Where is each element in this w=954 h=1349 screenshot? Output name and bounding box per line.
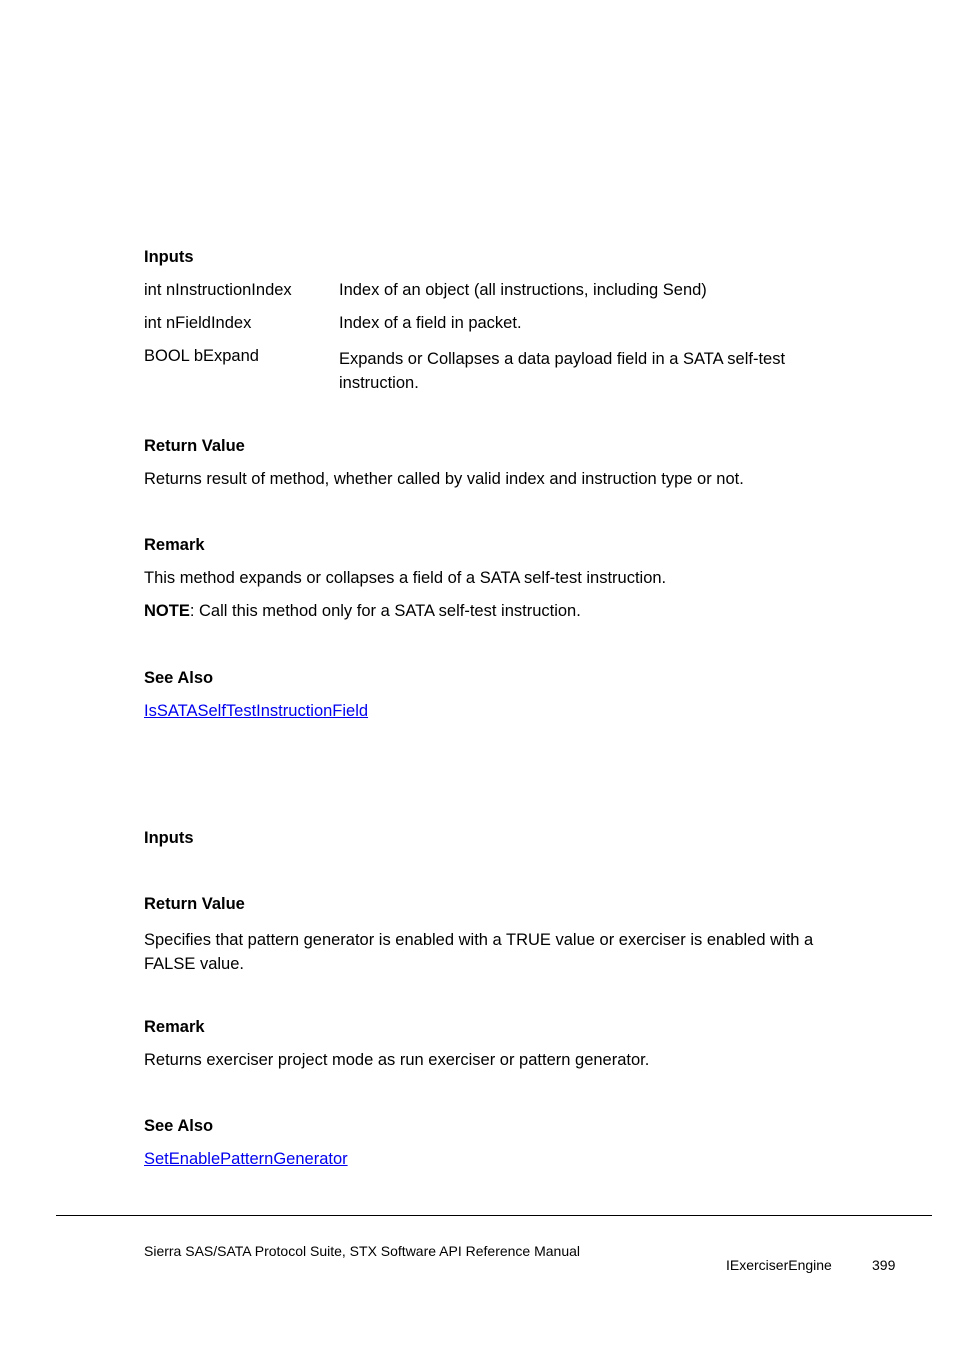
- param-description: Expands or Collapses a data payload field in a SATA self-test instruction.: [339, 350, 786, 392]
- return-value-heading: Return Value: [144, 437, 245, 455]
- remark-heading: Remark: [144, 536, 205, 554]
- inputs-heading: Inputs: [144, 829, 194, 847]
- param-description: Index of a field in packet.: [339, 314, 522, 332]
- remark-heading: Remark: [144, 1018, 205, 1036]
- note-label: NOTE: [144, 602, 190, 620]
- footer-divider: [56, 1215, 932, 1216]
- remark-text: Returns exerciser project mode as run exerciser or pattern generator.: [144, 1051, 650, 1069]
- return-value-heading: Return Value: [144, 895, 245, 913]
- return-value-text: Returns result of method, whether called by valid index and instruction type or not.: [144, 470, 744, 488]
- note-line: [144, 602, 581, 621]
- param-name: int nFieldIndex: [144, 314, 252, 332]
- param-name: int nInstructionIndex: [144, 281, 292, 299]
- footer-manual-title: Sierra SAS/SATA Protocol Suite, STX Software API Reference Manual: [144, 1243, 581, 1259]
- remark-text: This method expands or collapses a field of a SATA self-test instruction.: [144, 569, 667, 587]
- page-number: 399: [872, 1257, 896, 1273]
- footer-section-name: IExerciserEngine: [726, 1257, 832, 1273]
- return-value-text: Specifies that pattern generator is enabled with a TRUE value or exerciser is enabled with a FALSE value.: [144, 931, 814, 973]
- see-also-link[interactable]: SetEnablePatternGenerator: [144, 1150, 348, 1168]
- see-also-heading: See Also: [144, 1117, 214, 1135]
- param-name: BOOL bExpand: [144, 347, 259, 365]
- inputs-heading: Inputs: [144, 248, 194, 266]
- see-also-link[interactable]: IsSATASelfTestInstructionField: [144, 702, 369, 720]
- note-text: : Call this method only for a SATA self-test instruction.: [189, 602, 581, 620]
- param-description: Index of an object (all instructions, including Send): [339, 281, 707, 299]
- see-also-heading: See Also: [144, 669, 214, 687]
